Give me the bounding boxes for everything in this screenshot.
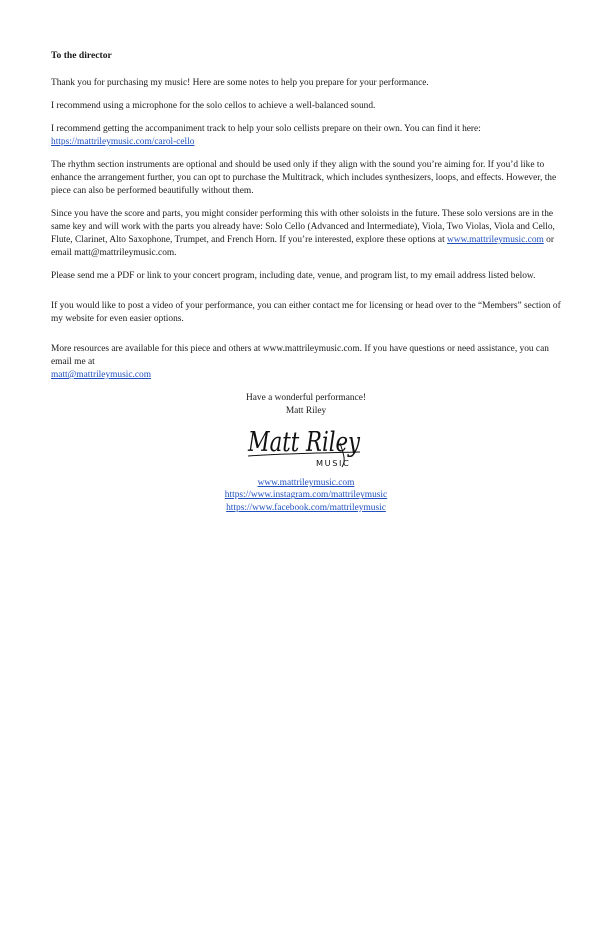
svg-text:Matt Riley: Matt Riley (247, 427, 361, 458)
paragraph-thanks: Thank you for purchasing my music! Here are some notes to help you prepare for your performance. (51, 78, 429, 88)
paragraph-rhythm-section: The rhythm section instruments are optional and should be used only if they align with the sound you’re aiming for. If you’d like to enhance the arrangement further, you can opt to purchase the Multitrack, which includes synthesizers, loops, and effects. However, the piece can also be performed beautifully without them. (51, 160, 557, 196)
accompaniment-link[interactable]: https://mattrileymusic.com/carol-cello (51, 137, 195, 147)
accompaniment-text: I recommend getting the accompaniment track to help your solo cellists prepare on their own. You can find it here: (51, 124, 481, 134)
footer-instagram-link[interactable]: https://www.instagram.com/mattrileymusic (224, 490, 388, 501)
email-link[interactable]: matt@mattrileymusic.com (51, 370, 152, 380)
solo-versions-text: Since you have the score and parts, you might consider performing this with other soloists in the future. These solo versions are in the same key and will work with the parts you already have: Solo Cello (Advanced and Intermediate), Viola, Two Violas, Viola and Cello, Flute, Clarinet, Alto Saxophone, Trumpet, and French Horn. If you’re interested, explore these options at (51, 209, 555, 245)
letter-heading: To the director (51, 50, 112, 61)
letter-page (51, 49, 561, 514)
footer-facebook-link[interactable]: https://www.facebook.com/mattrileymusic (226, 502, 386, 513)
paragraph-microphone: I recommend using a microphone for the solo cellos to achieve a well-balanced sound. (51, 101, 376, 111)
website-link-inline[interactable]: www.mattrileymusic.com (447, 235, 544, 245)
footer-website-link[interactable]: www.mattrileymusic.com (257, 478, 355, 488)
paragraph-accompaniment (51, 123, 561, 149)
footer-links (51, 477, 561, 514)
paragraph-video: If you would like to post a video of your performance, you can either contact me for licensing or head over to the “Members” section of my website for even easier options. (51, 301, 561, 324)
signoff (51, 392, 561, 417)
paragraph-concert-program: Please send me a PDF or link to your concert program, including date, venue, and program list, to my email address listed below. (51, 271, 536, 281)
paragraph-resources (51, 343, 561, 382)
matt-riley-music-logo (244, 421, 368, 471)
solo-versions-tail: or email matt@mattrileymusic.com. (51, 235, 554, 258)
svg-text:MUSIC: MUSIC (316, 458, 351, 468)
resources-text: More resources are available for this piece and others at www.mattrileymusic.com. If you have questions or need assistance, you can email me at (51, 344, 549, 367)
closing-line: Have a wonderful performance! (246, 393, 366, 403)
signature-name: Matt Riley (285, 405, 327, 416)
paragraph-solo-versions (51, 208, 561, 260)
